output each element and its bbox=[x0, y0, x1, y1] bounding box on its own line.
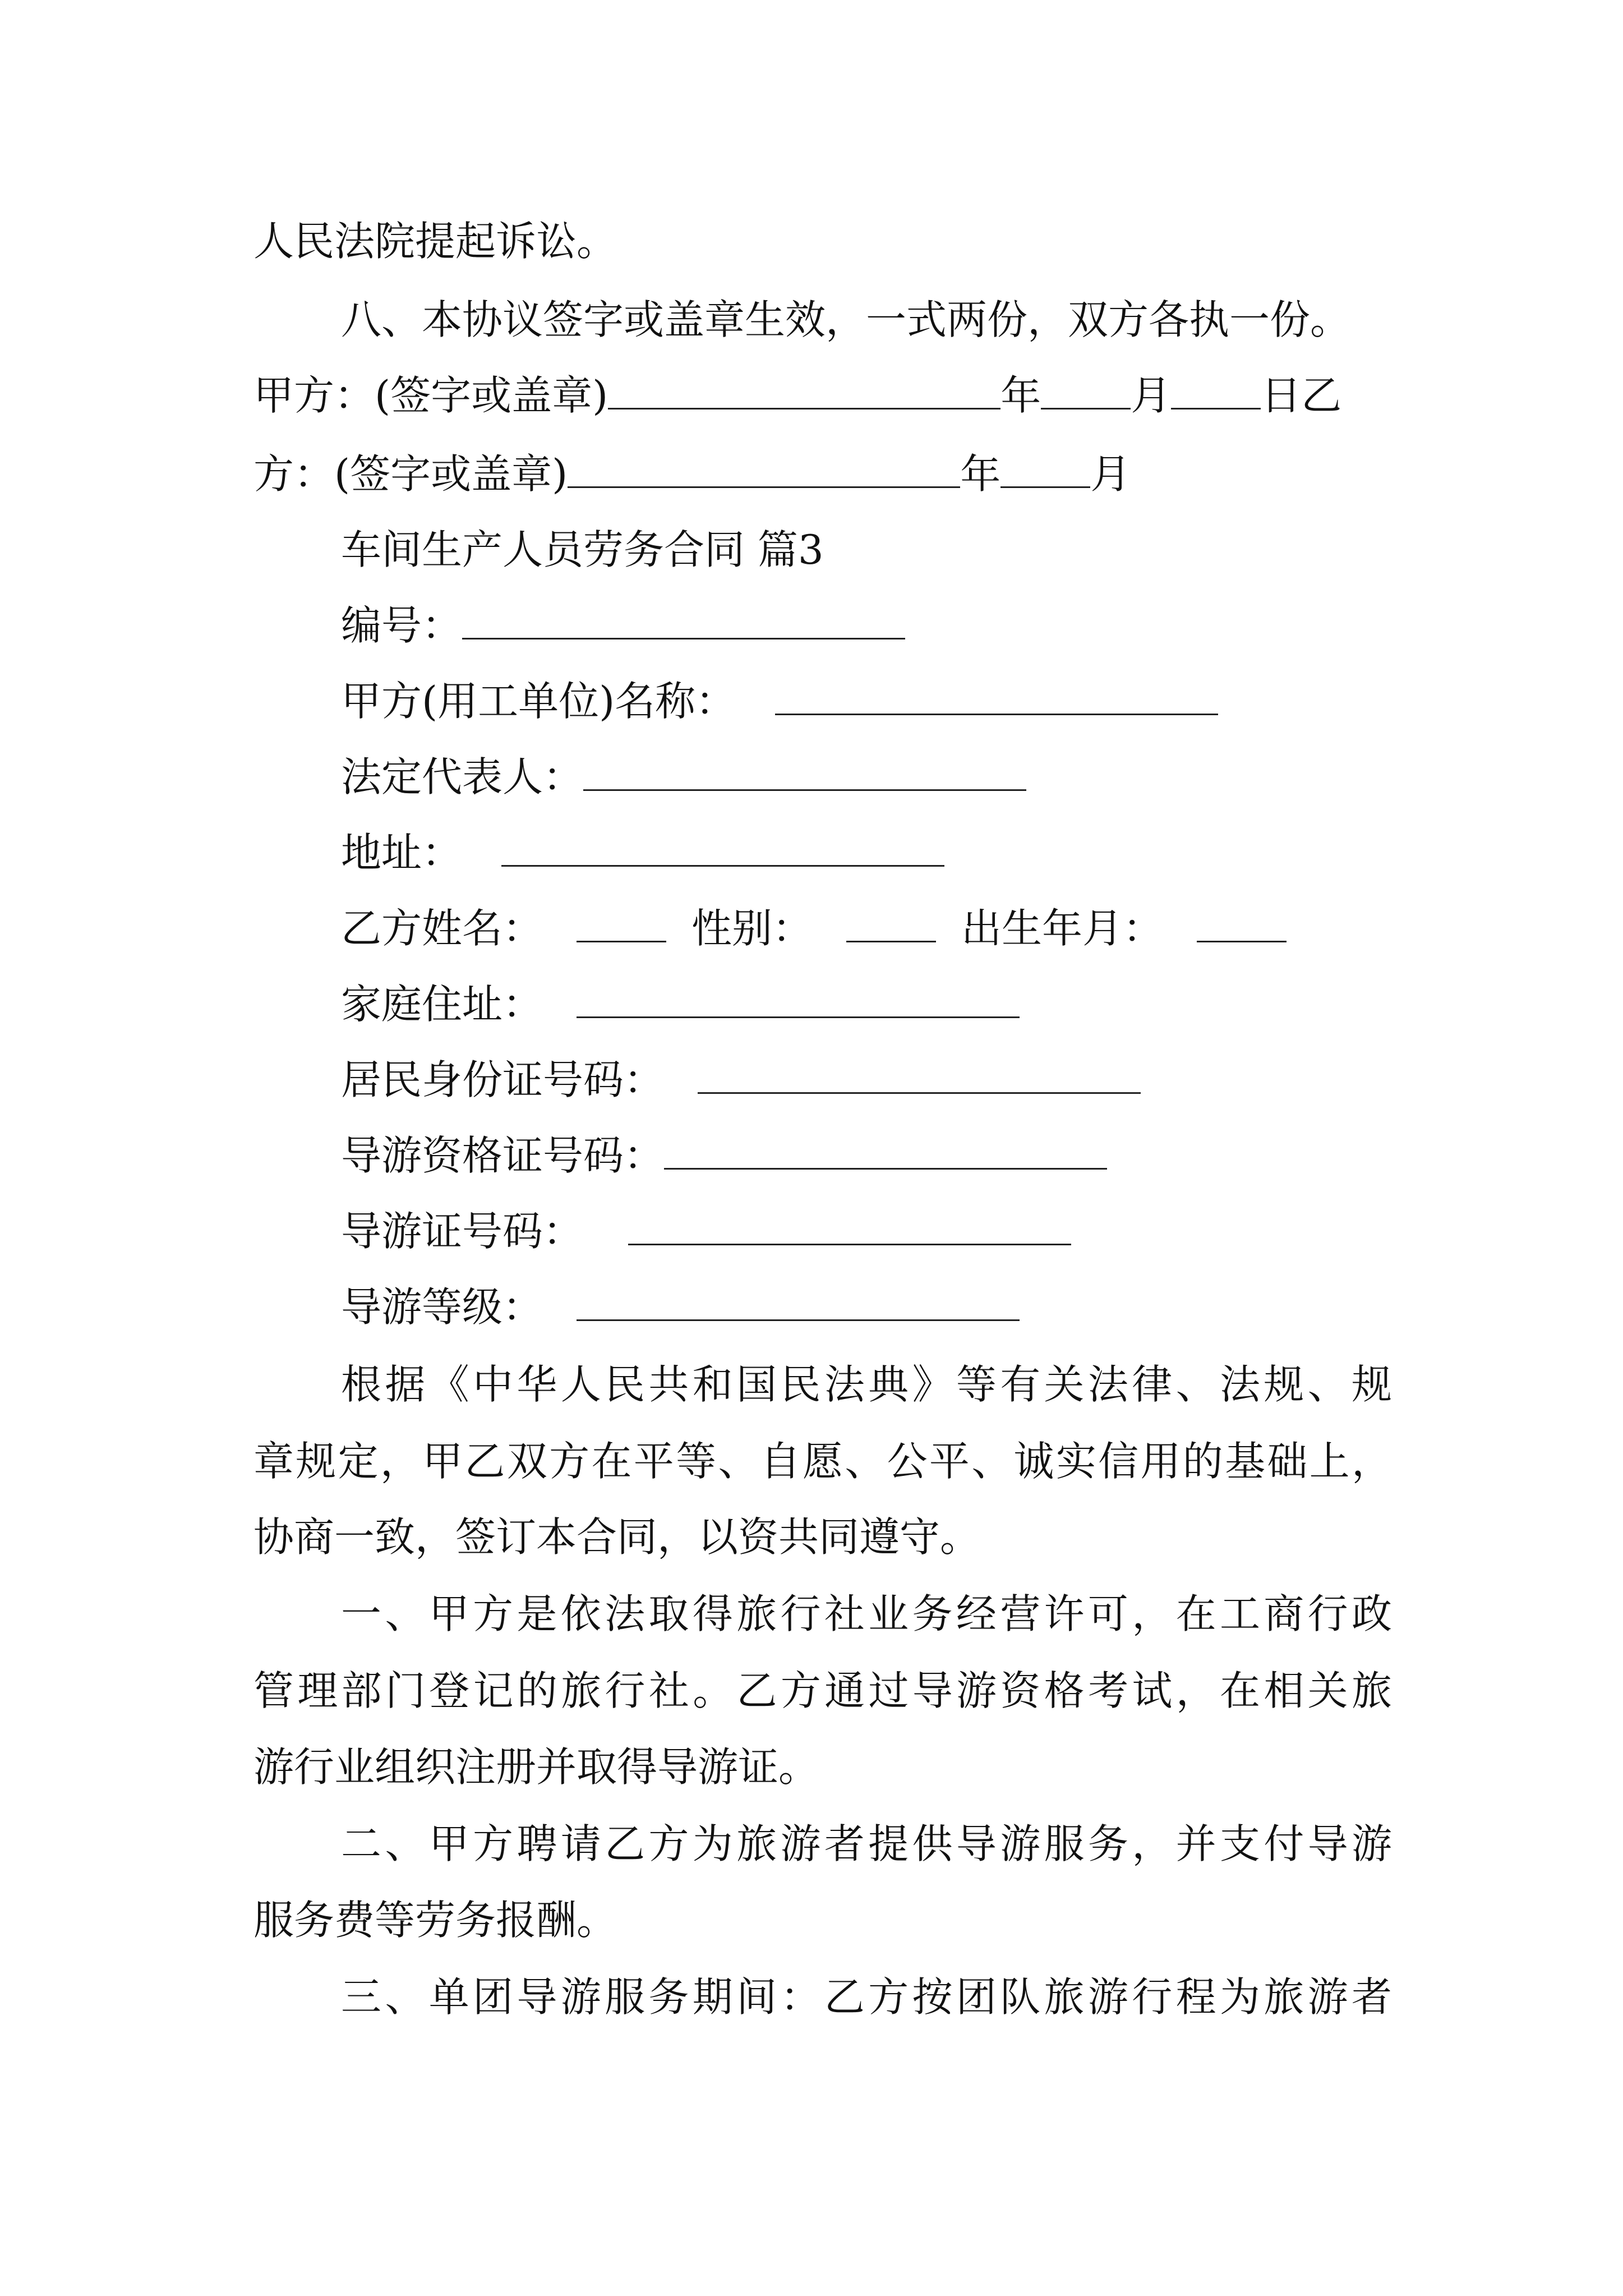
sign-blank-a bbox=[608, 373, 1000, 409]
field-label: 甲方(用工单位)名称： bbox=[341, 678, 736, 725]
field-label: 导游资格证号码： bbox=[341, 1132, 665, 1179]
field-blank bbox=[698, 1057, 1141, 1094]
field-label: 导游证号码： bbox=[341, 1208, 584, 1255]
month-label: 月 bbox=[1090, 450, 1131, 498]
field-blank bbox=[462, 603, 905, 639]
field-personal bbox=[341, 900, 1479, 956]
field-label: 性别： bbox=[691, 905, 813, 952]
field-blank bbox=[577, 1285, 1020, 1321]
signature-line-b bbox=[253, 446, 1392, 502]
field-label: 家庭住址： bbox=[341, 981, 543, 1028]
paragraph-line: 服务费等劳务报酬。 bbox=[253, 1897, 617, 1944]
sign-blank-b bbox=[568, 452, 960, 488]
paragraph-line: 一、甲方是依法取得旅行社业务经营许可，在工商行政 bbox=[341, 1590, 1392, 1637]
field-qual bbox=[341, 1128, 1479, 1184]
sign-label-b: 方：(签字或盖章) bbox=[253, 450, 568, 498]
field-blank bbox=[1197, 906, 1287, 942]
field-label: 导游等级： bbox=[341, 1283, 543, 1331]
field-blank bbox=[577, 982, 1020, 1018]
field-party-a bbox=[341, 673, 1479, 729]
field-level bbox=[341, 1279, 1479, 1335]
field-blank bbox=[501, 830, 944, 867]
field-address bbox=[341, 825, 1479, 881]
paragraph-line: 三、单团导游服务期间：乙方按团队旅游行程为旅游者 bbox=[341, 1973, 1392, 2021]
paragraph-line: 管理部门登记的旅行社。乙方通过导游资格考试，在相关旅 bbox=[253, 1667, 1392, 1714]
field-blank bbox=[846, 906, 936, 942]
clause-8: 八、本协议签字或盖章生效，一式两份，双方各执一份。 bbox=[341, 296, 1351, 343]
field-blank bbox=[583, 754, 1026, 791]
year-label: 年 bbox=[960, 450, 1001, 498]
sign-label-a: 甲方：(签字或盖章) bbox=[253, 372, 608, 419]
section-heading: 车间生产人员劳务合同 篇3 bbox=[341, 526, 824, 573]
paragraph-line: 根据《中华人民共和国民法典》等有关法律、法规、规 bbox=[341, 1361, 1392, 1408]
month-blank bbox=[1000, 452, 1090, 488]
field-label: 居民身份证号码： bbox=[341, 1056, 665, 1103]
field-label: 地址： bbox=[341, 829, 463, 876]
signature-line-a bbox=[253, 367, 1392, 424]
paragraph-line: 协商一致，签订本合同，以资共同遵守。 bbox=[253, 1513, 981, 1561]
field-blank bbox=[775, 679, 1218, 715]
field-blank bbox=[628, 1209, 1071, 1245]
day-blank bbox=[1171, 373, 1261, 409]
field-id bbox=[341, 1052, 1479, 1108]
field-label: 出生年月： bbox=[961, 905, 1164, 952]
text-line: 人民法院提起诉讼。 bbox=[253, 218, 617, 265]
year-label: 年 bbox=[1000, 372, 1041, 419]
field-label: 法定代表人： bbox=[341, 753, 584, 800]
field-label: 乙方姓名： bbox=[341, 905, 543, 952]
day-label: 日乙 bbox=[1261, 372, 1342, 419]
month-label: 月 bbox=[1131, 372, 1172, 419]
field-guide-no bbox=[341, 1203, 1479, 1259]
field-blank bbox=[577, 906, 666, 942]
paragraph-line: 游行业组织注册并取得导游证。 bbox=[253, 1743, 819, 1791]
paragraph-line: 二、甲方聘请乙方为旅游者提供导游服务，并支付导游 bbox=[341, 1820, 1392, 1867]
field-blank bbox=[664, 1133, 1107, 1170]
field-label: 编号： bbox=[341, 602, 463, 649]
field-rep bbox=[341, 749, 1479, 805]
field-home bbox=[341, 976, 1479, 1032]
month-blank bbox=[1041, 373, 1131, 409]
paragraph-line: 章规定，甲乙双方在平等、自愿、公平、诚实信用的基础上， bbox=[253, 1438, 1392, 1485]
field-number bbox=[341, 597, 1479, 654]
